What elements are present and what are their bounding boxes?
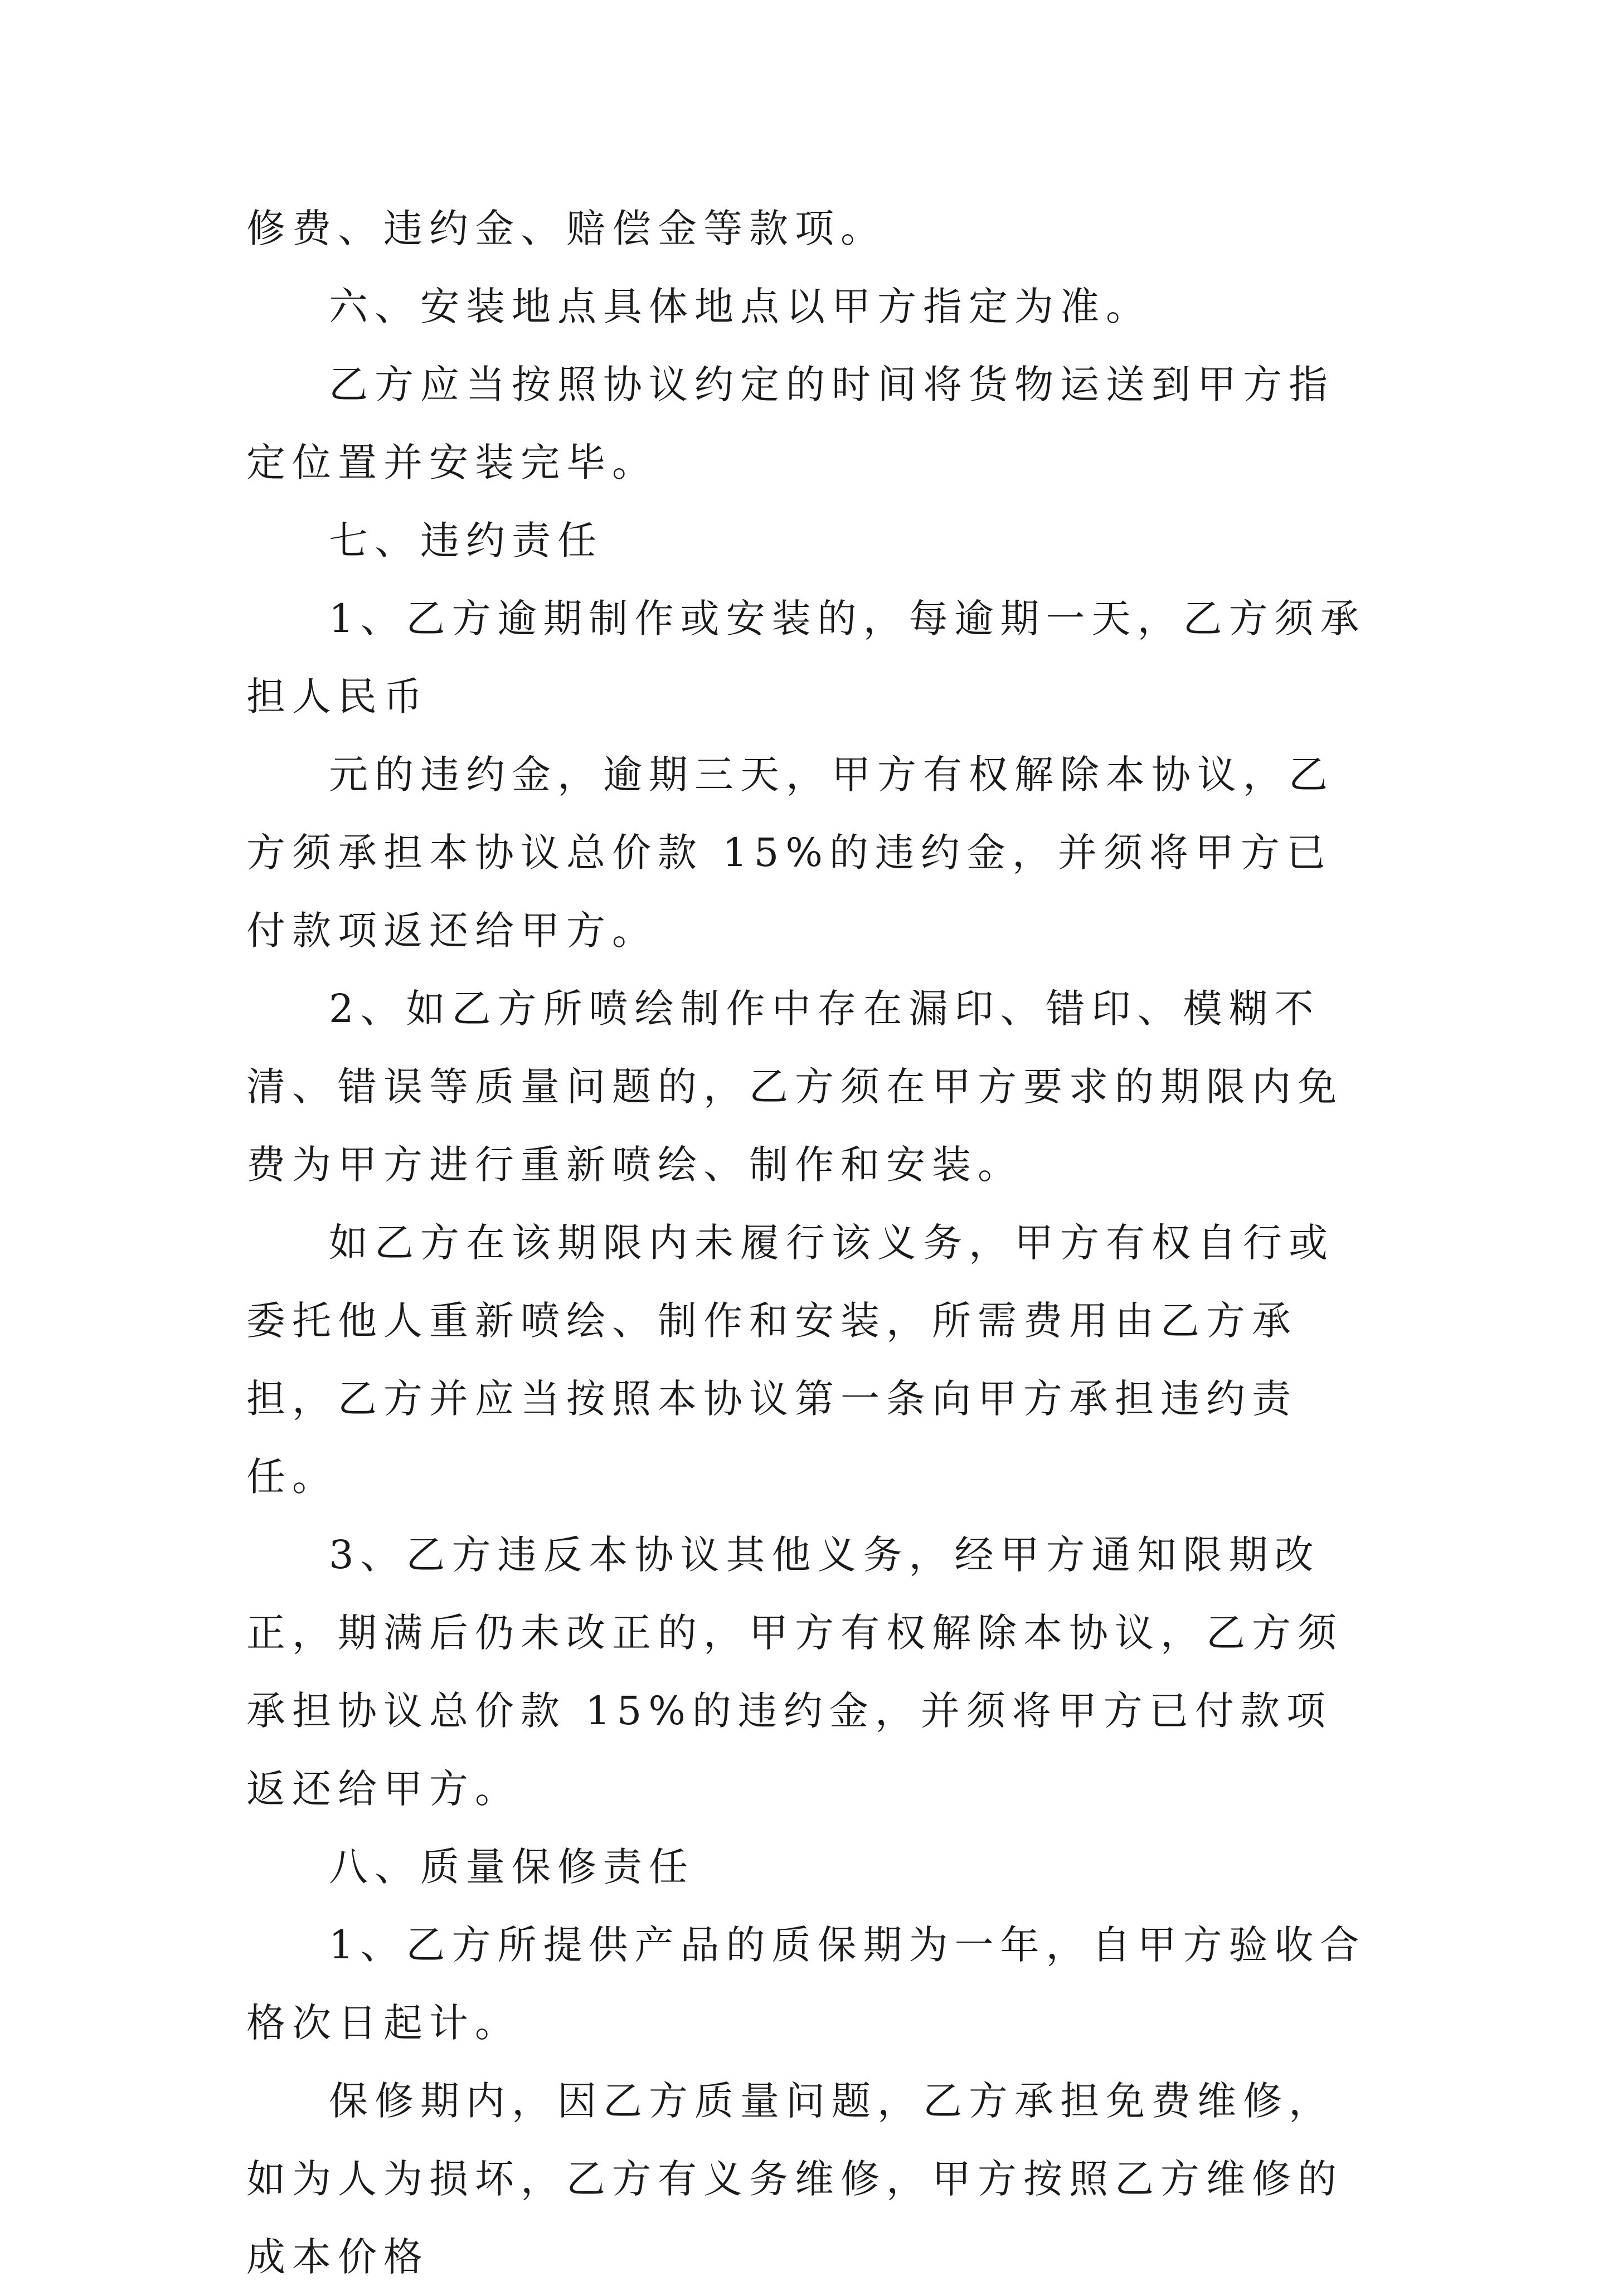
paragraph-breach-clause-2-continued: 如乙方在该期限内未履行该义务，甲方有权自行或委托他人重新喷绘、制作和安装，所需费用由乙方承担，乙方并应当按照本协议第一条向甲方承担违约责任。 <box>246 1220 1334 1500</box>
paragraph-installation-location: 六、安装地点具体地点以甲方指定为准。 <box>329 284 1152 329</box>
paragraph-breach-clause-3: 3、乙方违反本协议其他义务，经甲方通知限期改正，期满后仍未改正的，甲方有权解除本协议，乙方须承担协议总价款 15%的违约金，并须将甲方已付款项返还给甲方。 <box>246 1532 1343 1812</box>
paragraph-warranty-clause-1: 1、乙方所提供产品的质保期为一年，自甲方验收合格次日起计。 <box>246 1922 1366 2046</box>
paragraph-breach-clause-2: 2、如乙方所喷绘制作中存在漏印、错印、模糊不清、错误等质量问题的，乙方须在甲方要求的期限内免费为甲方进行重新喷绘、制作和安装。 <box>246 986 1343 1188</box>
paragraph-warranty-clause-1-continued: 保修期内，因乙方质量问题，乙方承担免费维修，如为人为损坏，乙方有义务维修，甲方按照乙方维修的成本价格 <box>246 2078 1343 2280</box>
paragraph-continuation: 修费、违约金、赔偿金等款项。 <box>246 206 886 251</box>
section-heading-warranty: 八、质量保修责任 <box>329 1844 694 1890</box>
section-heading-breach-liability: 七、违约责任 <box>329 518 603 563</box>
paragraph-breach-clause-1: 1、乙方逾期制作或安装的，每逾期一天，乙方须承担人民币 <box>246 596 1366 719</box>
document-body <box>246 189 1372 2296</box>
paragraph-delivery-installation: 乙方应当按照协议约定的时间将货物运送到甲方指定位置并安装完毕。 <box>246 362 1334 485</box>
paragraph-breach-clause-1-continued: 元的违约金，逾期三天，甲方有权解除本协议，乙方须承担本协议总价款 15%的违约金，并须将甲方已付款项返还给甲方。 <box>246 752 1334 954</box>
